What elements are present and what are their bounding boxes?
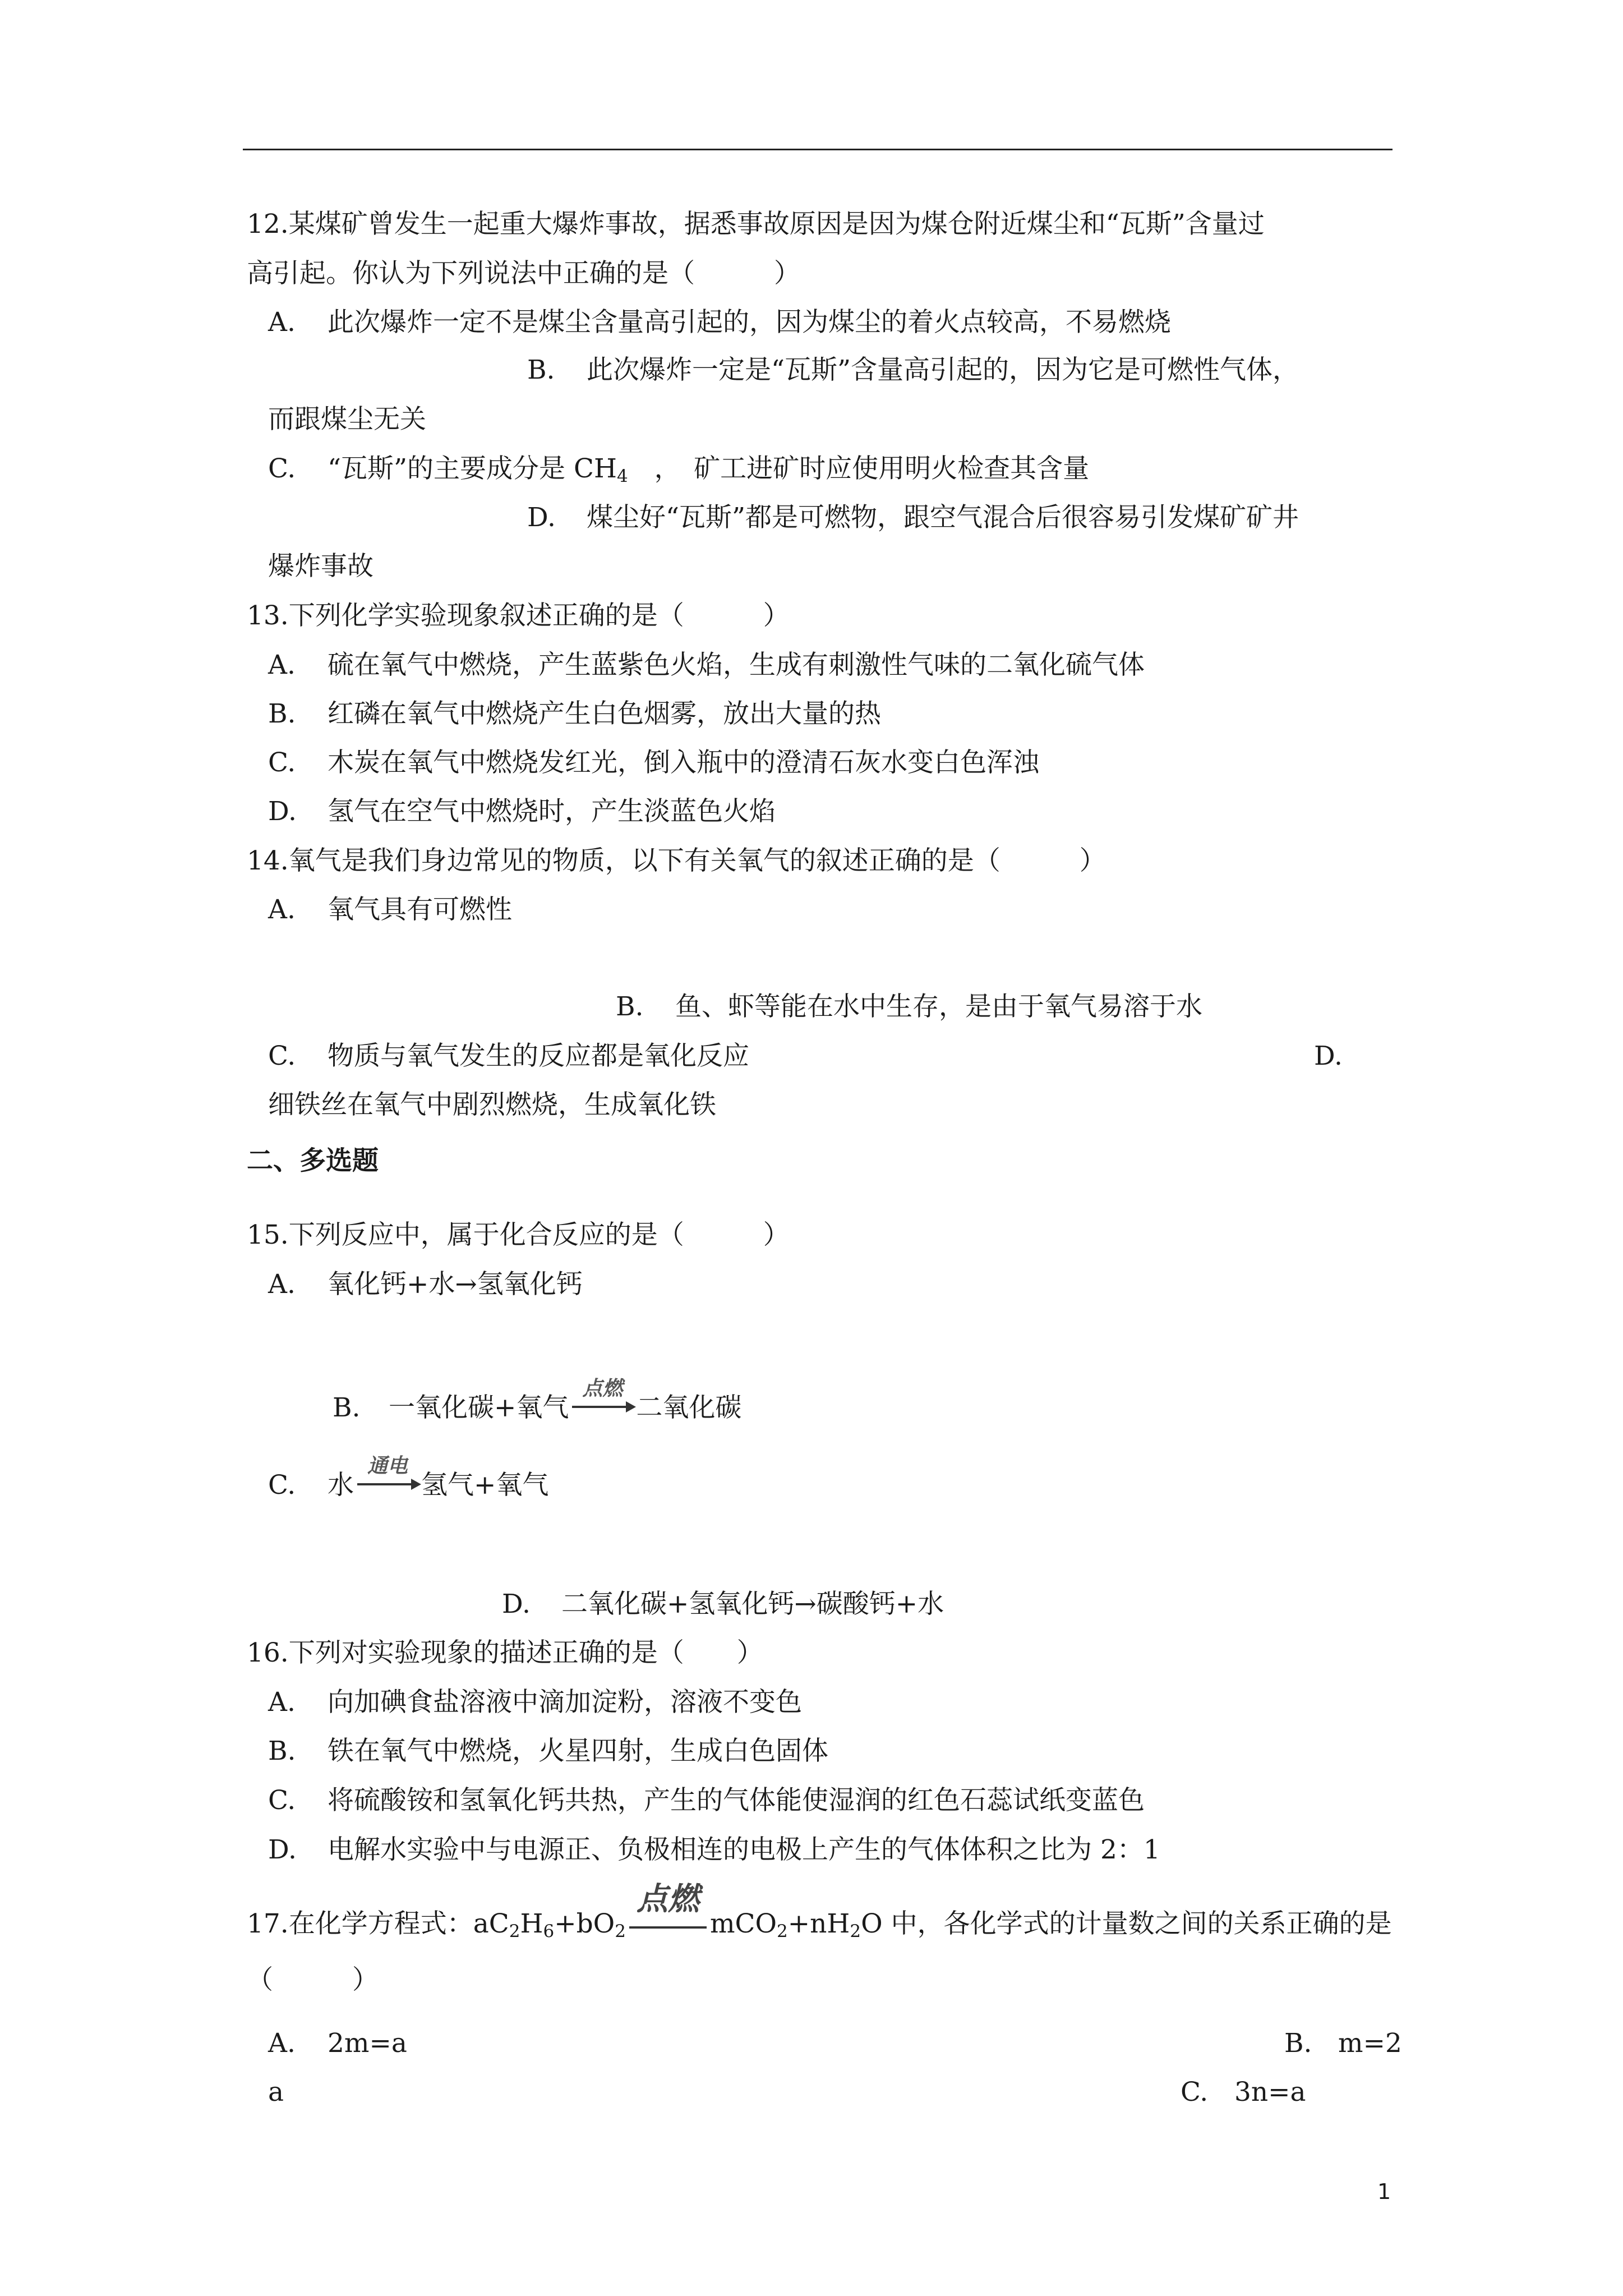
q17-option-c bbox=[1181, 2076, 1306, 2109]
option-text: 向加碘食盐溶液中滴加淀粉，溶液不变色 bbox=[328, 1687, 802, 1718]
option-text: 水 bbox=[328, 1470, 354, 1501]
option-text: 硫在氧气中燃烧，产生蓝紫色火焰，生成有刺激性气味的二氧化硫气体 bbox=[328, 650, 1145, 680]
q16-stem: 16.下列对实验现象的描述正确的是（ ） bbox=[247, 1637, 763, 1668]
subscript: 6 bbox=[543, 1921, 555, 1941]
q12-option-c bbox=[268, 452, 1089, 486]
q17-answer-parens: （ ） bbox=[247, 1964, 379, 1995]
q13-option-b bbox=[268, 697, 881, 731]
subscript: 2 bbox=[777, 1921, 788, 1941]
option-letter: B. bbox=[268, 698, 296, 729]
option-letter: A. bbox=[268, 1687, 296, 1718]
reaction-arrow-icon bbox=[569, 1377, 636, 1425]
option-letter: D. bbox=[268, 1834, 297, 1865]
q14-option-a bbox=[268, 893, 512, 927]
q17-option-a bbox=[268, 2027, 407, 2060]
option-text: 将硫酸铵和氢氧化钙共热，产生的气体能使湿润的红色石蕊试纸变蓝色 bbox=[328, 1785, 1145, 1816]
q16-option-a bbox=[268, 1686, 802, 1719]
option-text: 铁在氧气中燃烧，火星四射，生成白色固体 bbox=[328, 1736, 828, 1766]
header-rule bbox=[243, 149, 1393, 150]
reaction-condition: 通电 bbox=[367, 1455, 408, 1478]
page-number: 1 bbox=[1377, 2179, 1391, 2204]
option-letter: C. bbox=[268, 453, 296, 484]
option-text: 3n=a bbox=[1234, 2077, 1306, 2108]
option-letter: D. bbox=[268, 796, 297, 827]
reaction-condition: 点燃 bbox=[582, 1377, 623, 1400]
subscript: 4 bbox=[616, 466, 628, 486]
option-text: 氧气具有可燃性 bbox=[328, 894, 512, 925]
q15-option-c bbox=[268, 1455, 549, 1502]
q15-option-b bbox=[333, 1377, 742, 1425]
reaction-arrow-icon bbox=[354, 1455, 421, 1502]
q17-stem bbox=[247, 1881, 1392, 1941]
option-letter: A. bbox=[268, 307, 296, 338]
option-letter: A. bbox=[268, 894, 296, 925]
q13-option-a bbox=[268, 648, 1145, 682]
stem-text: +nH bbox=[787, 1908, 850, 1939]
q13-option-d bbox=[268, 795, 776, 829]
option-letter: D. bbox=[502, 1589, 531, 1619]
reaction-condition: 点燃 bbox=[636, 1881, 699, 1917]
option-letter: C. bbox=[1181, 2077, 1209, 2108]
q12-stem-line2: 高引起。你认为下列说法中正确的是（ ） bbox=[247, 258, 800, 289]
q14-option-c bbox=[268, 1039, 749, 1073]
option-letter: B. bbox=[1284, 2028, 1312, 2059]
subscript: 2 bbox=[509, 1921, 520, 1941]
option-letter: B. bbox=[616, 991, 644, 1022]
option-text: 电解水实验中与电源正、负极相连的电极上产生的气体体积之比为 2：1 bbox=[328, 1834, 1160, 1865]
stem-text: mCO bbox=[709, 1908, 777, 1939]
q12-option-b bbox=[527, 353, 1299, 387]
option-text: 氧化钙+水→氢氧化钙 bbox=[328, 1269, 583, 1300]
q12-option-d bbox=[527, 501, 1299, 535]
option-text: ， 矿工进矿时应使用明火检查其含量 bbox=[628, 453, 1090, 484]
stem-text: +bO bbox=[554, 1908, 615, 1939]
option-text: 2m=a bbox=[328, 2028, 407, 2059]
option-text: m=2 bbox=[1338, 2028, 1402, 2059]
q12-option-a bbox=[268, 306, 1171, 339]
subscript: 2 bbox=[615, 1921, 626, 1941]
option-letter: A. bbox=[268, 650, 296, 680]
q16-option-c bbox=[268, 1784, 1145, 1818]
option-text: 氢气在空气中燃烧时，产生淡蓝色火焰 bbox=[328, 796, 776, 827]
option-text: 二氧化碳+氢氧化钙→碳酸钙+水 bbox=[561, 1589, 944, 1619]
q12-option-b-continued: 而跟煤尘无关 bbox=[268, 404, 426, 435]
option-letter: C. bbox=[268, 1785, 296, 1816]
q12-option-d-continued: 爆炸事故 bbox=[268, 551, 374, 582]
option-letter: A. bbox=[268, 1269, 296, 1300]
option-letter: C. bbox=[268, 1470, 296, 1501]
reaction-equals-icon bbox=[626, 1881, 710, 1941]
q16-option-d bbox=[268, 1833, 1160, 1867]
stem-text: 17.在化学方程式：aC bbox=[247, 1908, 509, 1939]
subscript: 2 bbox=[850, 1921, 861, 1941]
option-letter: B. bbox=[527, 355, 555, 385]
q12-stem-line1: 12.某煤矿曾发生一起重大爆炸事故，据悉事故原因是因为煤仓附近煤尘和“瓦斯”含量过 bbox=[247, 209, 1265, 240]
q15-option-a bbox=[268, 1268, 583, 1301]
option-letter: A. bbox=[268, 2028, 296, 2059]
q14-stem: 14.氧气是我们身边常见的物质，以下有关氧气的叙述正确的是（ ） bbox=[247, 845, 1106, 876]
option-letter: B. bbox=[268, 1736, 296, 1766]
q14-option-b bbox=[616, 990, 1202, 1024]
option-text: 红磷在氧气中燃烧产生白色烟雾，放出大量的热 bbox=[328, 698, 881, 729]
option-letter: C. bbox=[268, 1041, 296, 1071]
stem-text: O 中，各化学式的计量数之间的关系正确的是 bbox=[861, 1908, 1392, 1939]
option-text: 氢气+氧气 bbox=[421, 1470, 549, 1501]
option-letter: D. bbox=[527, 502, 556, 533]
section-heading: 二、多选题 bbox=[247, 1145, 379, 1176]
option-text: 木炭在氧气中燃烧发红光，倒入瓶中的澄清石灰水变白色浑浊 bbox=[328, 747, 1039, 778]
q13-option-c bbox=[268, 746, 1039, 780]
q17-option-b-continued: a bbox=[268, 2077, 284, 2108]
option-letter: C. bbox=[268, 747, 296, 778]
option-text: 二氧化碳 bbox=[636, 1392, 742, 1423]
q15-option-d bbox=[502, 1588, 944, 1621]
q14-option-d-text: 细铁丝在氧气中剧烈燃烧，生成氧化铁 bbox=[268, 1089, 716, 1120]
q17-option-b bbox=[1284, 2027, 1402, 2060]
q14-option-d-letter: D. bbox=[1314, 1041, 1343, 1071]
option-text: 此次爆炸一定是“瓦斯”含量高引起的，因为它是可燃性气体， bbox=[587, 355, 1299, 385]
option-text: 物质与氧气发生的反应都是氧化反应 bbox=[328, 1041, 749, 1071]
q15-stem: 15.下列反应中，属于化合反应的是（ ） bbox=[247, 1220, 790, 1250]
option-text: 此次爆炸一定不是煤尘含量高引起的，因为煤尘的着火点较高，不易燃烧 bbox=[328, 307, 1171, 338]
option-text: 鱼、虾等能在水中生存，是由于氧气易溶于水 bbox=[675, 991, 1202, 1022]
q16-option-b bbox=[268, 1734, 828, 1768]
stem-text: H bbox=[520, 1908, 543, 1939]
option-text: 一氧化碳+氧气 bbox=[389, 1392, 569, 1423]
option-text: 煤尘好“瓦斯”都是可燃物，跟空气混合后很容易引发煤矿矿井 bbox=[587, 502, 1299, 533]
q13-stem: 13.下列化学实验现象叙述正确的是（ ） bbox=[247, 600, 790, 631]
option-letter: B. bbox=[333, 1392, 361, 1423]
option-text: “瓦斯”的主要成分是 CH bbox=[328, 453, 617, 484]
